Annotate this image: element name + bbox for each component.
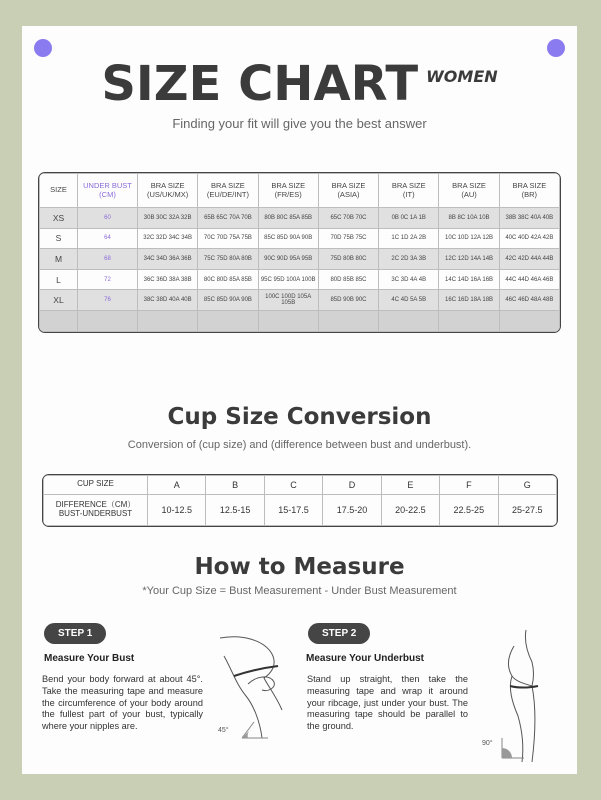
bra-size-cell: 80C 80D 85A 85B (198, 269, 258, 290)
step2-heading: Measure Your Underbust (306, 653, 424, 664)
size-table-header-cell (439, 174, 499, 208)
bra-size-cell: 34C 34D 36A 36B (138, 249, 198, 270)
step2-text: Stand up straight, then take the measuring tape and wrap it around your ribcage, just under your bust. The measuring tape should be parallel to the ground. (307, 674, 468, 732)
title-text: SIZE CHART (101, 56, 419, 112)
bra-size-cell: 12C 12D 14A 14B (439, 249, 499, 270)
empty-cell (138, 310, 198, 331)
underbust-cell: 60 (78, 208, 138, 229)
header-line2: (CM) (99, 189, 116, 199)
step1-heading: Measure Your Bust (44, 653, 135, 664)
header-line1: BRA SIZE (331, 180, 366, 190)
step1-badge: STEP 1 (44, 623, 106, 644)
step2-angle: 90° (482, 740, 493, 747)
header-line2: (US/UK/MX) (147, 189, 189, 199)
standing-body-icon (482, 626, 562, 766)
difference-cell: 17.5-20 (323, 494, 381, 525)
size-table (38, 172, 561, 333)
cup-size-label: CUP SIZE (44, 476, 148, 495)
empty-cell (258, 310, 318, 331)
bra-size-cell: 65B 65C 70A 70B (198, 208, 258, 229)
bra-size-cell: 80D 85B 85C (318, 269, 378, 290)
header-line1: BRA SIZE (512, 180, 547, 190)
difference-cell: 10-12.5 (148, 494, 206, 525)
size-cell: L (40, 269, 78, 290)
cup-section-note: Conversion of (cup size) and (difference between bust and underbust). (127, 439, 472, 451)
bust-figure-illustration (212, 626, 292, 746)
bra-size-cell: 95C 95D 100A 100B (258, 269, 318, 290)
bra-size-cell: 4C 4D 5A 5B (379, 290, 439, 311)
cup-letter-cell: F (440, 476, 498, 495)
size-cell: XL (40, 290, 78, 311)
size-cell: S (40, 228, 78, 249)
underbust-cell: 68 (78, 249, 138, 270)
cup-letter-cell: D (323, 476, 381, 495)
difference-label (44, 494, 148, 525)
difference-cell: 22.5-25 (440, 494, 498, 525)
page-subtitle: Finding your fit will give you the best answer (172, 116, 427, 131)
header-line2: (BR) (521, 189, 538, 199)
empty-cell (499, 310, 559, 331)
empty-cell (439, 310, 499, 331)
header-line1: BRA SIZE (271, 180, 306, 190)
header-line2: (EU/DE/INT) (206, 189, 249, 199)
pin-right-icon (547, 39, 565, 57)
measure-section-title: How to Measure (194, 554, 405, 580)
underbust-cell: 76 (78, 290, 138, 311)
measure-section-note: *Your Cup Size = Bust Measurement - Under Bust Measurement (142, 585, 457, 597)
cup-size-row (44, 476, 557, 495)
size-table-empty-row (40, 310, 560, 331)
bra-size-cell: 38C 38D 40A 40B (138, 290, 198, 311)
bra-size-cell: 30B 30C 32A 32B (138, 208, 198, 229)
size-table-row (40, 290, 560, 311)
header-line1: BRA SIZE (211, 180, 245, 190)
size-table-row (40, 228, 560, 249)
underbust-cell: 64 (78, 228, 138, 249)
size-table-header-cell (40, 174, 78, 208)
bra-size-cell: 3C 3D 4A 4B (379, 269, 439, 290)
header-line1: BRA SIZE (452, 180, 486, 190)
difference-cell: 20-22.5 (381, 494, 439, 525)
pin-left-icon (34, 39, 52, 57)
bra-size-cell: 14C 14D 16A 16B (439, 269, 499, 290)
size-table-header-cell (138, 174, 198, 208)
size-chart-sheet (22, 26, 577, 774)
difference-cell: 12.5-15 (206, 494, 264, 525)
empty-cell (379, 310, 439, 331)
bra-size-cell: 44C 44D 46A 46B (499, 269, 559, 290)
size-table-header-cell (198, 174, 258, 208)
bra-size-cell: 100C 100D 105A 105B (258, 290, 318, 311)
bra-size-cell: 42C 42D 44A 44B (499, 249, 559, 270)
size-table-header-row (40, 174, 560, 208)
size-cell: XS (40, 208, 78, 229)
bra-size-cell: 75D 80B 80C (318, 249, 378, 270)
header-line1: BRA SIZE (150, 180, 185, 190)
empty-cell (198, 310, 258, 331)
bra-size-cell: 10C 10D 12A 12B (439, 228, 499, 249)
size-table-header-cell (78, 174, 138, 208)
bra-size-cell: 36C 36D 38A 38B (138, 269, 198, 290)
cup-letter-cell: E (381, 476, 439, 495)
bra-size-cell: 70C 70D 75A 75B (198, 228, 258, 249)
bra-size-cell: 1C 1D 2A 2B (379, 228, 439, 249)
underbust-figure-illustration (482, 626, 562, 766)
bra-size-cell: 70D 75B 75C (318, 228, 378, 249)
title-tag: WOMEN (426, 67, 498, 86)
header-line2: (AU) (461, 189, 477, 199)
bra-size-cell: 85C 85D 90A 90B (258, 228, 318, 249)
cup-letter-cell: B (206, 476, 264, 495)
difference-cell: 25-27.5 (498, 494, 556, 525)
size-table-header-cell (379, 174, 439, 208)
cup-letter-cell: C (264, 476, 322, 495)
size-table-row (40, 249, 560, 270)
size-table-header-cell (318, 174, 378, 208)
header-line2: (IT) (402, 189, 415, 199)
bra-size-cell: 38B 38C 40A 40B (499, 208, 559, 229)
bra-size-cell: 46C 46D 48A 48B (499, 290, 559, 311)
bra-size-cell: 32C 32D 34C 34B (138, 228, 198, 249)
difference-label-line1: DIFFERENCE（CM） (55, 499, 136, 509)
bra-size-cell: 85C 85D 90A 90B (198, 290, 258, 311)
page-title (22, 56, 577, 112)
size-table-header-cell (258, 174, 318, 208)
bra-size-cell: 85D 90B 90C (318, 290, 378, 311)
size-table-row (40, 269, 560, 290)
bra-size-cell: 8B 8C 10A 10B (439, 208, 499, 229)
bra-size-cell: 75C 75D 80A 80B (198, 249, 258, 270)
size-table-header-cell (499, 174, 559, 208)
bra-size-cell: 65C 70B 70C (318, 208, 378, 229)
difference-row (44, 494, 557, 525)
difference-label-line2: BUST-UNDERBUST (58, 508, 133, 518)
empty-cell (318, 310, 378, 331)
cup-letter-cell: G (498, 476, 556, 495)
bra-size-cell: 16C 16D 18A 18B (439, 290, 499, 311)
difference-cell: 15-17.5 (264, 494, 322, 525)
cup-letter-cell: A (148, 476, 206, 495)
bra-size-cell: 40C 40D 42A 42B (499, 228, 559, 249)
empty-cell (78, 310, 138, 331)
size-table-row (40, 208, 560, 229)
bra-size-cell: 2C 2D 3A 3B (379, 249, 439, 270)
size-cell: M (40, 249, 78, 270)
header-line1: BRA SIZE (391, 180, 426, 190)
bra-size-cell: 90C 90D 95A 95B (258, 249, 318, 270)
bra-size-cell: 0B 0C 1A 1B (379, 208, 439, 229)
header-line1: SIZE (50, 185, 67, 195)
header-line2: (FR/ES) (274, 189, 302, 199)
cup-size-table (42, 474, 558, 527)
header-line1: UNDER BUST (83, 180, 132, 190)
header-line2: (ASIA) (337, 189, 360, 199)
cup-section-title: Cup Size Conversion (167, 404, 432, 430)
step1-text: Bend your body forward at about 45°. Take the measuring tape and measure the circumference of your body around the fullest part of your bust, typically where your nipples are. (42, 674, 203, 732)
underbust-cell: 72 (78, 269, 138, 290)
empty-cell (40, 310, 78, 331)
step1-angle: 45° (218, 727, 229, 734)
step2-badge: STEP 2 (308, 623, 370, 644)
bra-size-cell: 80B 80C 85A 85B (258, 208, 318, 229)
